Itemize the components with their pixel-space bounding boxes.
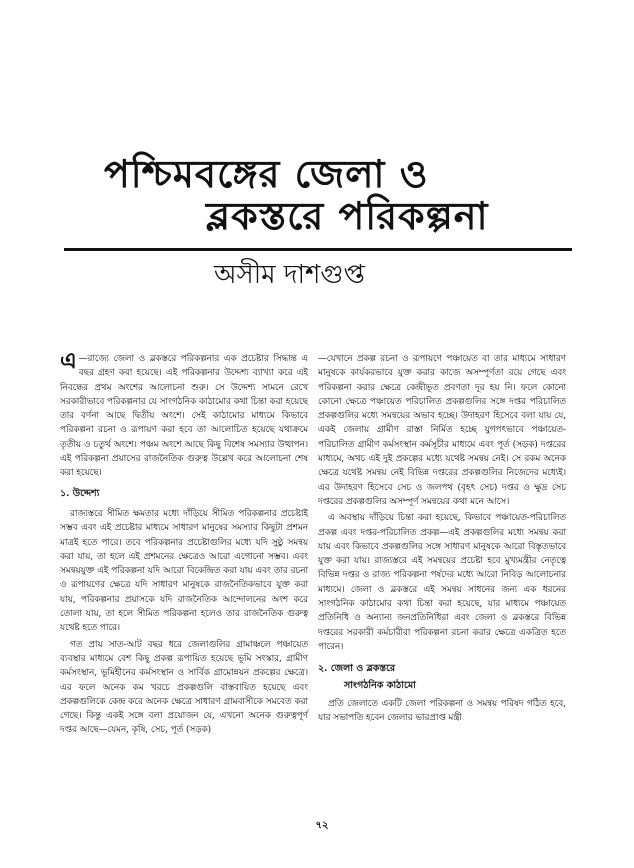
title-rule [64, 248, 572, 251]
left-paragraph-1: রাজ্যস্তরে সীমিত ক্ষমতার মধ্যে দাঁড়িয়ে সীমিত পরিকল্পনার প্রচেষ্টাই সম্ভব এবং এই প্রচেষ্টার মাধ্যমে সাধারণ মানুষের সমস্যার কিছুটা প্রশমন মাত্রই হতে পারে। তবে পরিকল্পনার প্রচেষ্টাগুলির মধ্যে যদি সুষ্ঠু সমন্বয় করা যায়, তা হলে এই প্রশমনের ক্ষেত্রেও আরো এগোনো সম্ভব। এবং সমন্বয়যুক্ত এই পরিকল্পনা যদি আরো বিকেন্দ্রিত করা যায় এবং তার রচনা ও রূপায়ণের ক্ষেত্রে যদি সাধারণ মানুষকে রাজনৈতিকভাবে যুক্ত করা যায়, পরিকল্পনার প্রয়াসকে যদি রাজনৈতিক আন্দোলনের অংশ করে তোলা যায়, তা হলে সীমিত পরিকল্পনা হলেও তার রাজনৈতিক গুরুত্ব যথেষ্ট হতে পারে। [60, 508, 308, 634]
article-title-line-2: ব্লকস্তরে পরিকল্পনা [206, 194, 489, 238]
left-paragraph-2: গত প্রায় সাত-আট বছর ধরে জেলাগুলির গ্রামাঞ্চলে পঞ্চায়েত ব্যবস্থার মাধ্যমে বেশ কিছু প্রকল্প রূপায়িত হয়েছে ভূমি সংস্কার, গ্রামীণ কর্মসংস্থান, ভূমিহীনের কর্মসংস্থান ও সার্বিক গ্রামোন্নয়ন প্রকল্পের ক্ষেত্রে। এর ফলে অনেক কম খরচে প্রকল্পগুলি বাস্তবায়িত হয়েছে এবং প্রকল্পগুলিকে কেন্দ্র করে অনেক ক্ষেত্রে সাধারণ গ্রামবাসীকে সমবেত করা গেছে। কিন্তু একই সঙ্গে বলা প্রয়োজন যে, এখনো অনেক গুরুত্বপূর্ণ দপ্তর আছে—যেমন, কৃষি, সেচ, পূর্ত (সড়ক) [60, 639, 308, 736]
page-number: ৭২ [315, 820, 329, 831]
drop-cap: এ [60, 348, 77, 374]
intro-paragraph [60, 348, 308, 481]
intro-text: —রাজ্যে জেলা ও ব্লকস্তরে পরিকল্পনার এক প্রচেষ্টার সিদ্ধান্ত এ বছর গ্রহণ করা হয়েছে। এই পরিকল্পনার উদ্দেশ্য ব্যাখ্যা করে এই নিবন্ধের প্রথম অংশের আলোচনা শুরু। সে উদ্দেশ্য সামনে রেখে সরকারীভাবে পরিকল্পনার যে সাংগঠনিক কাঠামোর কথা চিন্তা করা হয়েছে তার বর্ণনা আছে দ্বিতীয় অংশে। সেই কাঠামোর মাধ্যমে কিভাবে পরিকল্পনা রচনা ও রূপায়ণ করা হবে তা আলোচিত হয়েছে যথাক্রমে তৃতীয় ও চতুর্থ অংশে। পঞ্চম অংশে আছে কিছু বিশেষ সমস্যার উত্থাপন। এই পরিকল্পনা প্রয়াসের রাজনৈতিক গুরুত্ব উল্লেখ করে আলোচনা শেষ করা হয়েছে। [60, 354, 308, 479]
right-column [318, 352, 566, 727]
right-paragraph-2: এ অবস্থায় দাঁড়িয়ে চিন্তা করা হয়েছে, কিভাবে পঞ্চায়েত-পরিচালিত প্রকল্প এবং দপ্তর-পরিচালিত প্রকল্প—এই প্রকল্পগুলির মধ্যে সমন্বয় করা যায় এবং কিভাবে প্রকল্পগুলির সঙ্গে সাধারণ মানুষকে আরো বিস্তৃতভাবে যুক্ত করা যায়। রাজ্যস্তরে এই সমন্বয়ের প্রচেষ্টা হবে মুখ্যমন্ত্রীর নেতৃত্বে বিভিন্ন দপ্তর ও রাজ্য পরিকল্পনা পর্ষদের মধ্যে আরো নিবিড় আলোচনার মাধ্যমে। জেলা ও ব্লকস্তরে এই সমন্বয় সাধনের জন্য এক ধরনের সাংগঠনিক কাঠামোর কথা চিন্তা করা হয়েছে, যার মাধ্যমে পঞ্চায়েত প্রতিনিধি ও অন্যান্য জনপ্রতিনিধিরা এবং জেলা ও ব্লকস্তরে বিভিন্ন দপ্তরের সরকারী কর্মচারীরা পরিকল্পনা রচনা করার ক্ষেত্রে একত্রিত হতে পারেন। [318, 513, 566, 652]
article-title-line-1: পশ্চিমবঙ্গের জেলা ও [104, 152, 429, 196]
section-2-heading: ২. জেলা ও ব্লকস্তরে [318, 663, 396, 675]
left-column [60, 348, 308, 740]
author-name: অসীম দাশগুপ্ত [214, 260, 365, 290]
section-2-subheading: সাংগঠনিক কাঠামো [344, 679, 416, 691]
right-paragraph-3: প্রতি জেলাতে একটি জেলা পরিকল্পনা ও সমন্বয় পরিষদ গঠিত হবে, যার সভাপতি হবেন জেলার ভারপ্রাপ্ত মন্ত্রী [318, 698, 566, 724]
section-1-heading: ১. উদ্দেশ্য [60, 487, 100, 499]
right-paragraph-1: —যেখানে প্রকল্প রচনা ও রূপায়ণে পঞ্চায়েত বা তার মাধ্যমে সাধারণ মানুষকে কার্যকরভাবে যুক্ত করার কাজে অসম্পূর্ণতা রয়ে গেছে এবং পরিকল্পনা করার ক্ষেত্রে কেন্দ্রীভূত প্রবণতা দূর হয় নি। ফলে কোনো কোনো ক্ষেত্রে পঞ্চায়েত পরিচালিত প্রকল্পগুলির সঙ্গে দপ্তর পরিচালিত প্রকল্পগুলির মধ্যে সমন্বয়ের অভাব হচ্ছে। উদাহরণ হিসেবে বলা যায় যে, একই জেলায় গ্রামীণ রাস্তা নির্মিত হচ্ছে যুগপৎভাবে পঞ্চায়েত-পরিচালিত গ্রামীণ কর্মসংস্থান কর্মসূচীর মাধ্যমে এবং পূর্ত (সড়ক) দপ্তরের মাধ্যমে, অথচ এই দুই প্রকল্পের মধ্যে যথেষ্ট সমন্বয় নেই। সে রকম অনেক ক্ষেত্রে যথেষ্ট সমন্বয় নেই বিভিন্ন দপ্তরের প্রকল্পগুলির নিজেদের মধ্যেই। এর উদাহরণ হিসেবে সেচ ও জলপথ (বৃহৎ সেচ) দপ্তর ও ক্ষুদ্র সেচ দপ্তরের প্রকল্পগুলির অসম্পূর্ণ সমন্বয়ের কথা মনে আসে। [318, 354, 566, 507]
